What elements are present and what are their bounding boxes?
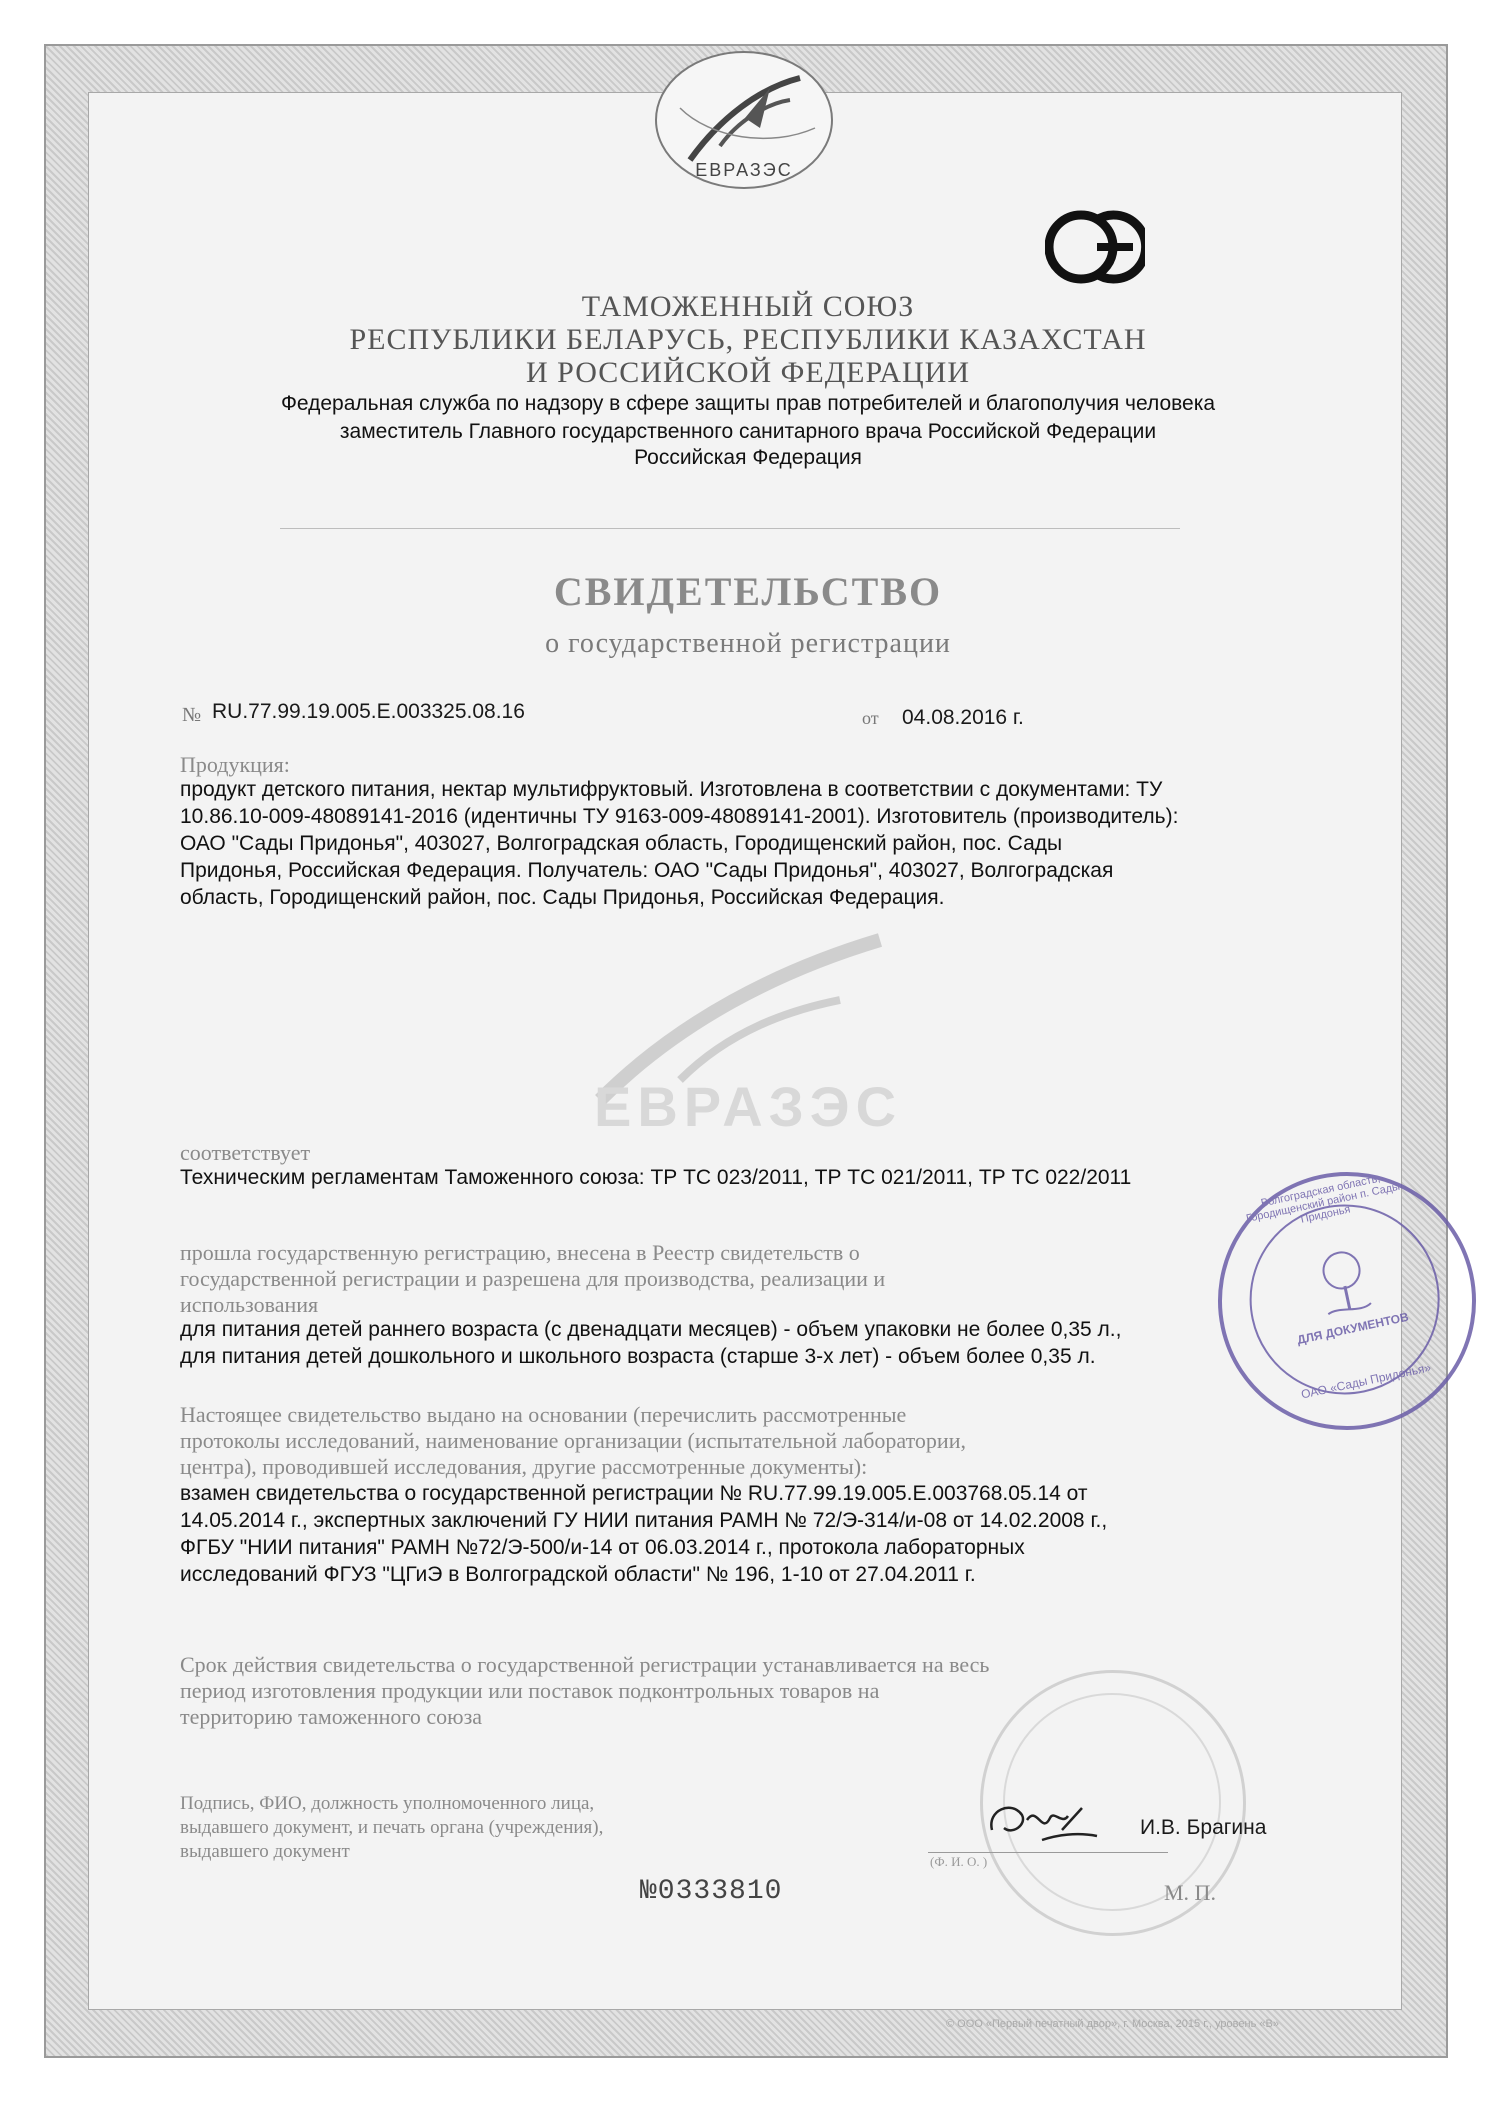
stamp-ring-text: Волгоградская область, Городищенский район п. Сады Придонья: [1245, 1172, 1402, 1226]
product-line: 10.86.10-009-48089141-2016 (идентичны ТУ 9163-009-48089141-2001). Изготовитель (производитель):: [180, 805, 1179, 828]
header-line-2: РЕСПУБЛИКИ БЕЛАРУСЬ, РЕСПУБЛИКИ КАЗАХСТАН: [349, 323, 1147, 356]
document-title: СВИДЕТЕЛЬСТВО: [553, 569, 943, 614]
product-description: [180, 776, 1360, 911]
watermark-text: ЕВРАЗЭС: [593, 1075, 903, 1138]
compliance-text: Техническим регламентам Таможенного союза: ТР ТС 023/2011, ТР ТС 021/2011, ТР ТС 022/2011: [180, 1166, 1132, 1189]
basis-description: [180, 1480, 1107, 1588]
caption-line: выдавшего документ, и печать органа (учреждения),: [180, 1817, 604, 1838]
conformity-mark: [1045, 203, 1145, 291]
caption-line: Подпись, ФИО, должность уполномоченного лица,: [180, 1793, 595, 1814]
signature-line: [928, 1852, 1168, 1853]
signature-icon: [982, 1790, 1102, 1850]
authority-line-2: заместитель Главного государственного санитарного врача Российской Федерации: [339, 420, 1157, 443]
signatory-name: И.В. Брагина: [1140, 1816, 1267, 1839]
basis-preamble: [180, 1402, 1260, 1480]
registration-date: 04.08.2016 г.: [902, 706, 1024, 729]
handwritten-signature: [982, 1790, 1102, 1850]
header-line-1: ТАМОЖЕННЫЙ СОЮЗ: [581, 290, 915, 323]
stamp-org-text: ОАО «Сады Придонья»: [1299, 1360, 1433, 1402]
form-number: №0333810: [640, 1876, 783, 1907]
signature-caption: [180, 1792, 603, 1864]
seal-place-label: М. П.: [1164, 1880, 1216, 1905]
usage-line: для питания детей дошкольного и школьного возраста (старше 3-х лет) - объем более 0,35 л.: [180, 1345, 1096, 1368]
number-label: №: [182, 704, 202, 726]
preamble-line: протоколы исследований, наименование организации (испытательной лаборатории,: [180, 1428, 966, 1453]
compliance-label: соответствует: [180, 1140, 311, 1165]
product-line: Придонья, Российская Федерация. Получатель: ОАО "Сады Придонья", 403027, Волгоградская: [180, 859, 1114, 882]
validity-line: Срок действия свидетельства о государственной регистрации устанавливается на весь: [180, 1652, 990, 1677]
product-line: область, Городищенский район, пос. Сады Придонья, Российская Федерация.: [180, 886, 945, 909]
basis-line: исследований ФГУЗ "ЦГиЭ в Волгоградской области" № 196, 1-10 от 27.04.2011 г.: [180, 1563, 976, 1586]
validity-line: территорию таможенного союза: [180, 1704, 483, 1729]
usage-line: для питания детей раннего возраста (с двенадцати месяцев) - объем упаковки не более 0,35 л.,: [180, 1318, 1122, 1341]
header-line-3: И РОССИЙСКОЙ ФЕДЕРАЦИИ: [525, 356, 971, 389]
stamp-inner-text: ДЛЯ ДОКУМЕНТОВ: [1295, 1309, 1410, 1348]
preamble-line: центра), проводившей исследования, другие рассмотренные документы):: [180, 1454, 868, 1479]
usage-description: [180, 1316, 1121, 1370]
conformity-mark-icon: [1045, 203, 1145, 291]
preamble-line: использования: [180, 1292, 319, 1317]
registration-preamble: [180, 1240, 1260, 1318]
printer-footer: © ООО «Первый печатный двор», г. Москва, 2015 г., уровень «В»: [946, 2018, 1279, 2030]
preamble-line: прошла государственную регистрацию, внесена в Реестр свидетельств о: [180, 1240, 860, 1265]
product-label: Продукция:: [180, 752, 290, 777]
preamble-line: Настоящее свидетельство выдано на основании (перечислить рассмотренные: [180, 1402, 907, 1427]
basis-line: 14.05.2014 г., экспертных заключений ГУ НИИ питания РАМН № 72/Э-314/и-08 от 14.02.2008 г.,: [180, 1509, 1108, 1532]
basis-line: взамен свидетельства о государственной регистрации № RU.77.99.19.005.Е.003768.05.14 от: [180, 1482, 1088, 1505]
registration-number: RU.77.99.19.005.Е.003325.08.16: [212, 700, 525, 723]
basis-line: ФГБУ "НИИ питания" РАМН №72/Э-500/и-14 от 06.03.2014 г., протокола лабораторных: [180, 1536, 1025, 1559]
caption-line: выдавшего документ: [180, 1841, 350, 1862]
euraseс-emblem: [650, 48, 838, 198]
product-line: продукт детского питания, нектар мультифруктовый. Изготовлена в соответствии с документами: ТУ: [180, 778, 1163, 801]
product-line: ОАО "Сады Придонья", 403027, Волгоградская область, Городищенский район, пос. Сады: [180, 832, 1063, 855]
date-label: от: [862, 708, 879, 728]
fio-caption: (Ф. И. О. ): [930, 1854, 988, 1869]
preamble-line: государственной регистрации и разрешена для производства, реализации и: [180, 1266, 886, 1291]
authority-line-1: Федеральная служба по надзору в сфере защиты прав потребителей и благополучия человека: [280, 392, 1216, 415]
emblem-label: ЕВРАЗЭС: [695, 160, 793, 180]
validity-line: период изготовления продукции или поставок подконтрольных товаров на: [180, 1678, 880, 1703]
authority-line-3: Российская Федерация: [634, 446, 862, 469]
authority-underline: [280, 528, 1180, 529]
document-subtitle: о государственной регистрации: [545, 628, 951, 659]
